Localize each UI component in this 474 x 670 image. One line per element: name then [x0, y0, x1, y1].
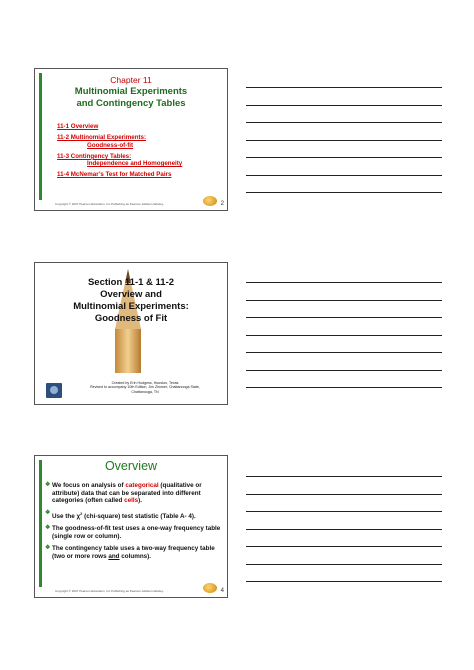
notes-lines-2: [246, 282, 442, 405]
contents-link-11-1[interactable]: 11-1 Overview: [57, 123, 99, 130]
bullet-item: ❖ The contingency table uses a two-way frequency table (two or more rows and columns).: [45, 545, 215, 560]
contents-link-11-4[interactable]: 11-4 McNemar’s Test for Matched Pairs: [57, 171, 172, 179]
slide-section-title: [34, 262, 228, 405]
diamond-bullet-icon: ❖: [45, 545, 51, 552]
bullet-item: ❖ The goodness-of-fit test uses a one-way frequency table (single row or column).: [45, 525, 221, 540]
overview-bullets: [45, 482, 221, 565]
chapter-contents: [57, 123, 182, 183]
publisher-logo-icon: [203, 196, 217, 206]
bullet-item: ❖ We focus on analysis of categorical (qualitative or attribute) data that can be separated into different categories (often called cells).: [45, 482, 202, 504]
page-number: 2: [220, 201, 224, 207]
bullet-item: ❖ Use the $\chi^2$ (chi-square) test statistic (Table A- 4).: [45, 509, 196, 520]
page-number: 4: [220, 588, 224, 594]
publisher-logo-icon: [203, 583, 217, 593]
diamond-bullet-icon: ❖: [45, 509, 51, 516]
book-logo-icon: [46, 383, 62, 398]
contents-link-11-3[interactable]: 11-3 Contingency Tables: Independence and Homogeneity: [57, 152, 183, 168]
author-credit: Created by Erin Hodgess, Houston, Texas Revised to accompany 10th Edition, Jim Zimmer, Chattanooga State, Chattanooga, TN: [90, 381, 200, 394]
notes-lines-3: [246, 476, 442, 599]
slide-overview: [34, 455, 228, 598]
chapter-label: Chapter 11: [110, 75, 152, 85]
slide-accent-bar: [39, 460, 42, 587]
notes-lines-1: [246, 87, 442, 210]
contents-link-11-2[interactable]: 11-2 Multinomial Experiments: Goodness-of-fit: [57, 134, 147, 149]
slide-title: Overview: [104, 459, 158, 473]
copyright-text: Copyright © 2007 Pearson Education, Inc Publishing as Pearson Addison-Wesley.: [55, 589, 164, 593]
diamond-bullet-icon: ❖: [45, 525, 51, 532]
diamond-bullet-icon: ❖: [45, 482, 51, 488]
chapter-title: Multinomial Experiments and Contingency Tables: [74, 86, 188, 109]
slide-chapter-11: [34, 68, 228, 211]
copyright-text: Copyright © 2007 Pearson Education, Inc Publishing as Pearson Addison-Wesley.: [55, 202, 164, 206]
section-title: Section 11-1 & 11-2 Overview and Multinomial Experiments: Goodness of Fit: [73, 277, 189, 324]
